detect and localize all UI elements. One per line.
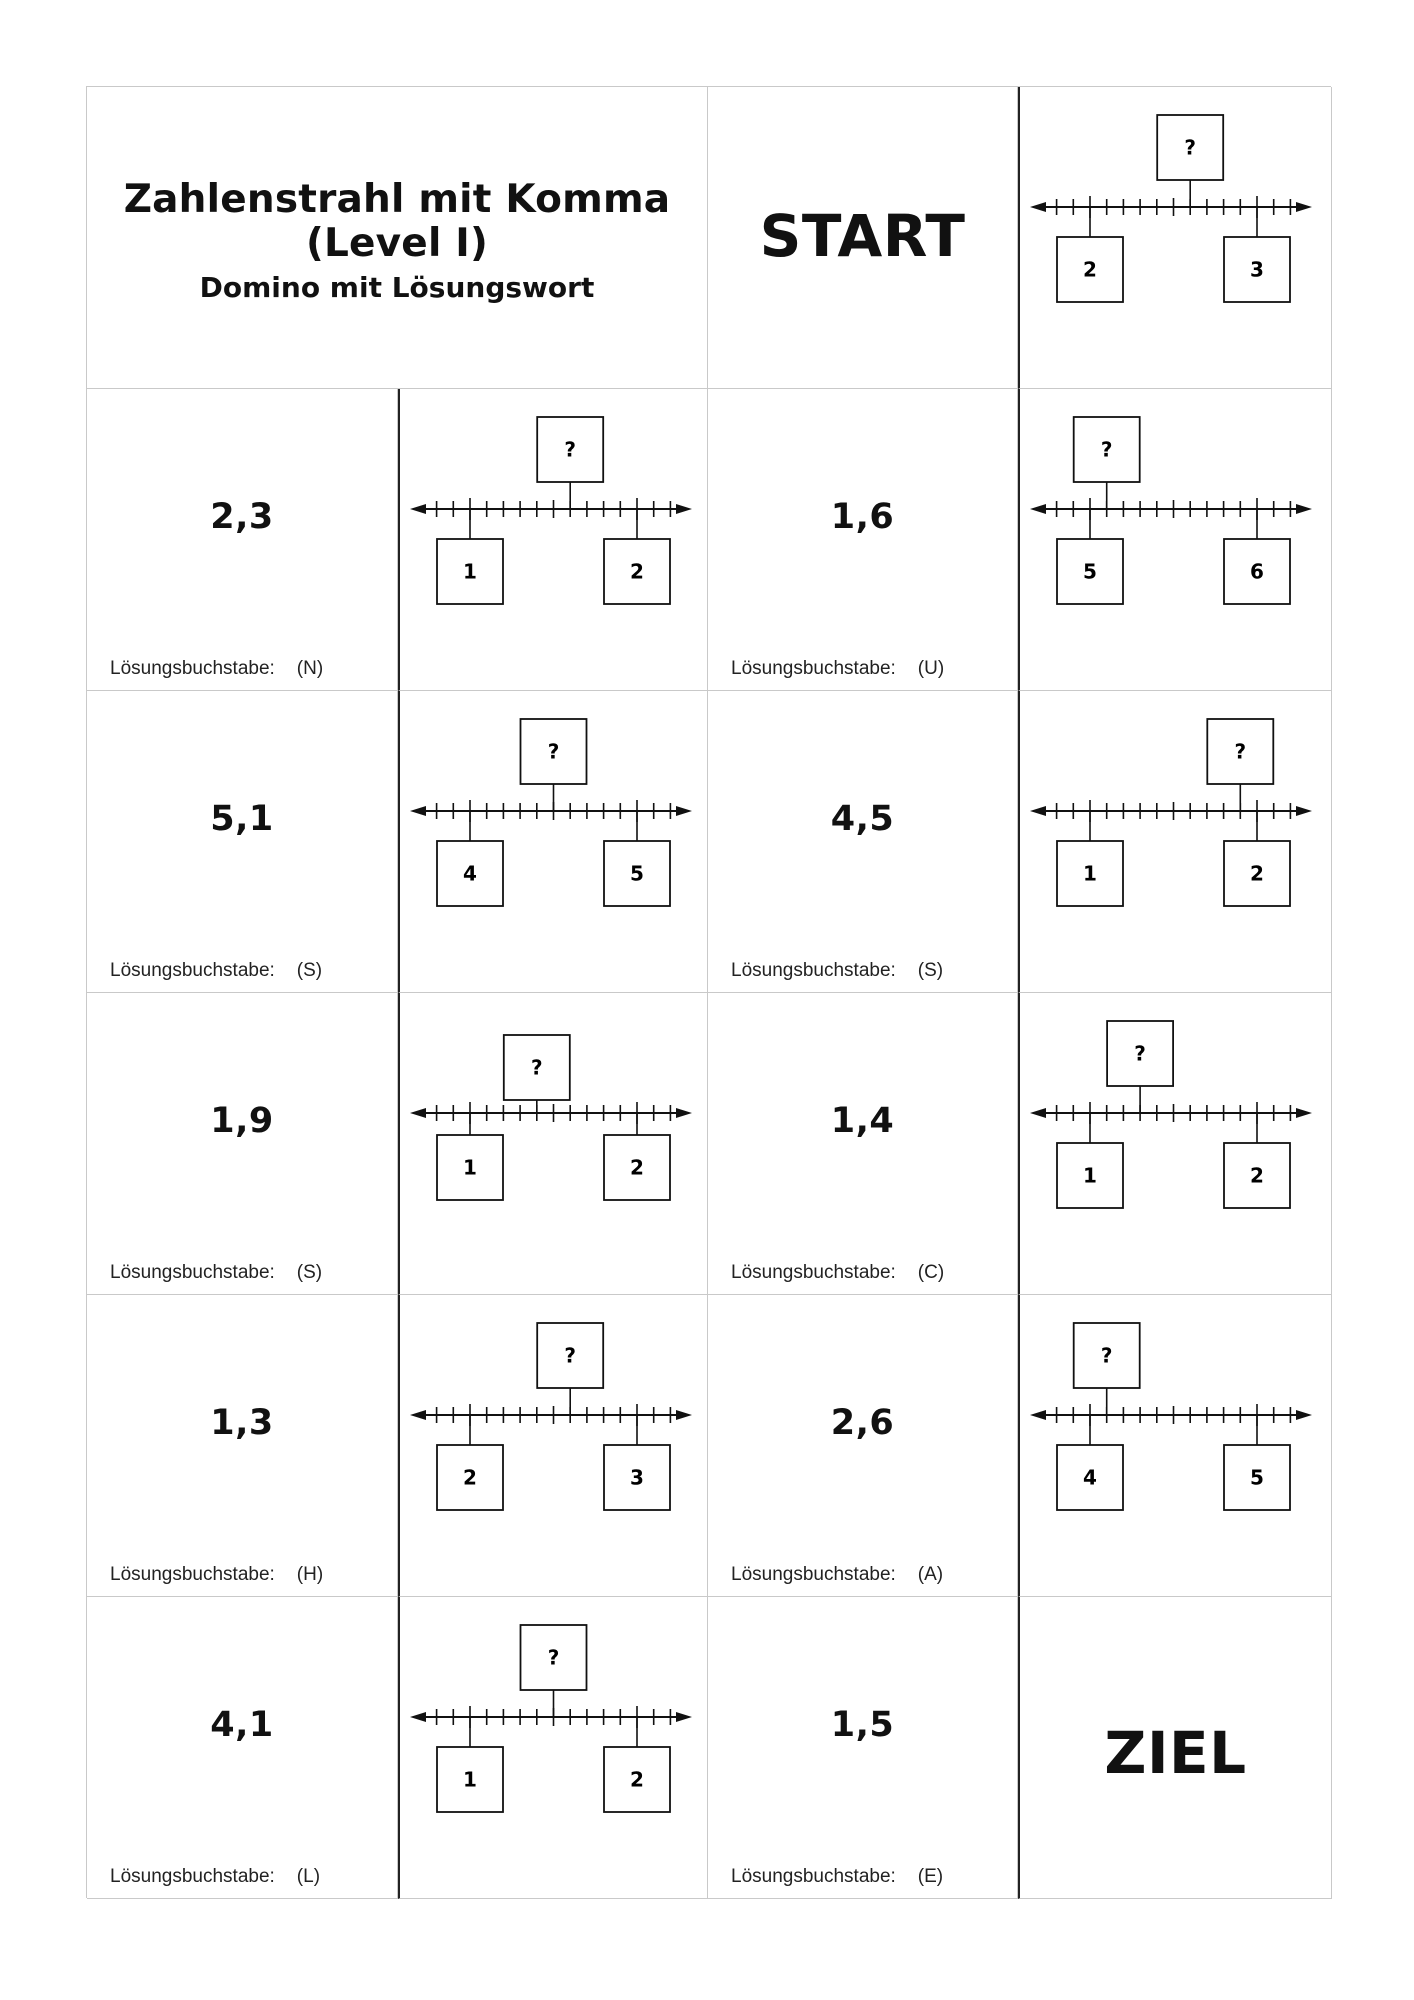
left-arrow-head (410, 1108, 426, 1118)
answer-value: 1,5 (830, 1705, 895, 1745)
answer-value: 1,4 (830, 1101, 895, 1141)
box-value: 1 (463, 1155, 477, 1180)
task-card (1018, 87, 1332, 389)
box-value: 3 (1250, 257, 1264, 282)
solution-letter: (U) (917, 658, 945, 679)
question-mark: ? (530, 1055, 543, 1080)
start-card (708, 87, 1018, 389)
number-line-task (400, 993, 710, 1295)
task-card (1018, 993, 1332, 1295)
box-value: 3 (630, 1465, 644, 1490)
box-value: 6 (1250, 559, 1264, 584)
box-value: 5 (1250, 1465, 1264, 1490)
right-arrow-head (676, 1108, 692, 1118)
answer-value: 1,6 (830, 497, 895, 537)
answer-card (708, 993, 1018, 1295)
answer-value: 2,3 (210, 497, 274, 537)
task-card (398, 1295, 708, 1597)
right-arrow-head (1296, 504, 1312, 514)
right-arrow-head (1296, 1410, 1312, 1420)
answer-card (87, 1597, 398, 1899)
solution-letter-hint (731, 658, 944, 680)
box-value: 2 (630, 1155, 644, 1180)
box-value: 2 (630, 559, 644, 584)
answer-value: 2,6 (830, 1403, 895, 1443)
left-arrow-head (410, 1410, 426, 1420)
solution-letter-hint (110, 658, 323, 680)
box-value: 4 (1083, 1465, 1097, 1490)
number-line-task (400, 1597, 710, 1899)
left-arrow-head (410, 806, 426, 816)
solution-letter: (C) (917, 1262, 945, 1283)
answer-card (87, 1295, 398, 1597)
solution-letter-hint (731, 1262, 944, 1284)
solution-letter: (A) (917, 1564, 944, 1585)
answer-value: 5,1 (210, 799, 274, 839)
answer-value: 1,3 (210, 1403, 274, 1443)
solution-letter-hint (110, 1262, 322, 1284)
left-arrow-head (1030, 1108, 1046, 1118)
solution-letter-label: Lösungsbuchstabe: (110, 1866, 275, 1887)
question-mark: ? (564, 437, 577, 462)
question-mark: ? (1184, 135, 1197, 160)
solution-letter-label: Lösungsbuchstabe: (110, 658, 275, 679)
answer-card (708, 691, 1018, 993)
right-arrow-head (1296, 202, 1312, 212)
task-card (398, 993, 708, 1295)
solution-letter-label: Lösungsbuchstabe: (731, 1262, 896, 1283)
title-card (87, 87, 708, 389)
box-value: 1 (1083, 861, 1097, 886)
answer-value: 4,5 (830, 799, 895, 839)
answer-card (708, 1295, 1018, 1597)
number-line-task (1020, 1295, 1330, 1597)
answer-card (708, 389, 1018, 691)
solution-letter: (E) (917, 1866, 944, 1887)
solution-letter-hint (731, 1564, 943, 1586)
left-arrow-head (1030, 504, 1046, 514)
number-line-task (1020, 87, 1330, 389)
box-value: 4 (463, 861, 477, 886)
solution-letter-label: Lösungsbuchstabe: (731, 658, 896, 679)
right-arrow-head (676, 504, 692, 514)
page-subtitle: Domino mit Lösungswort (199, 270, 595, 304)
end-label: ZIEL (1104, 1719, 1247, 1787)
right-arrow-head (1296, 1108, 1312, 1118)
left-arrow-head (410, 504, 426, 514)
solution-letter: (S) (917, 960, 944, 981)
answer-card (708, 1597, 1018, 1899)
answer-value: 4,1 (210, 1705, 274, 1745)
task-card (398, 389, 708, 691)
answer-card (87, 389, 398, 691)
task-card (1018, 389, 1332, 691)
question-mark: ? (1100, 437, 1113, 462)
left-arrow-head (410, 1712, 426, 1722)
question-mark: ? (1134, 1041, 1146, 1066)
box-value: 2 (1083, 257, 1097, 282)
box-value: 5 (1083, 559, 1097, 584)
question-mark: ? (1234, 739, 1247, 764)
answer-card (87, 691, 398, 993)
solution-letter-hint (110, 1866, 320, 1888)
solution-letter-label: Lösungsbuchstabe: (110, 1262, 275, 1283)
task-card (1018, 691, 1332, 993)
question-mark: ? (1100, 1343, 1113, 1368)
answer-value: 1,9 (210, 1101, 274, 1141)
number-line-task (1020, 691, 1330, 993)
left-arrow-head (1030, 806, 1046, 816)
box-value: 5 (630, 861, 644, 886)
task-card (398, 691, 708, 993)
question-mark: ? (547, 1645, 560, 1670)
right-arrow-head (676, 1410, 692, 1420)
solution-letter: (L) (296, 1866, 321, 1887)
page-title-level: (Level I) (305, 221, 489, 266)
number-line-task (400, 389, 710, 691)
box-value: 2 (463, 1465, 477, 1490)
end-card (1018, 1597, 1332, 1899)
box-value: 2 (1250, 861, 1264, 886)
solution-letter-hint (110, 960, 322, 982)
right-arrow-head (676, 1712, 692, 1722)
right-arrow-head (676, 806, 692, 816)
box-value: 2 (630, 1767, 644, 1792)
solution-letter-label: Lösungsbuchstabe: (731, 1564, 896, 1585)
solution-letter: (H) (296, 1564, 324, 1585)
solution-letter-hint (731, 960, 943, 982)
box-value: 1 (1083, 1163, 1097, 1188)
solution-letter-hint (110, 1564, 323, 1586)
right-arrow-head (1296, 806, 1312, 816)
task-card (1018, 1295, 1332, 1597)
page-title: Zahlenstrahl mit Komma (123, 177, 671, 223)
question-mark: ? (547, 739, 560, 764)
solution-letter: (S) (296, 960, 323, 981)
number-line-task (1020, 389, 1330, 691)
start-label: START (759, 202, 966, 270)
number-line-task (400, 1295, 710, 1597)
solution-letter: (N) (296, 658, 324, 679)
domino-sheet (86, 86, 1331, 1898)
left-arrow-head (1030, 202, 1046, 212)
solution-letter-hint (731, 1866, 943, 1888)
box-value: 1 (463, 1767, 477, 1792)
solution-letter-label: Lösungsbuchstabe: (110, 960, 275, 981)
number-line-task (1020, 993, 1330, 1295)
answer-card (87, 993, 398, 1295)
number-line-task (400, 691, 710, 993)
solution-letter-label: Lösungsbuchstabe: (731, 1866, 896, 1887)
box-value: 1 (463, 559, 477, 584)
solution-letter-label: Lösungsbuchstabe: (110, 1564, 275, 1585)
solution-letter-label: Lösungsbuchstabe: (731, 960, 896, 981)
task-card (398, 1597, 708, 1899)
solution-letter: (S) (296, 1262, 323, 1283)
question-mark: ? (564, 1343, 577, 1368)
box-value: 2 (1250, 1163, 1264, 1188)
left-arrow-head (1030, 1410, 1046, 1420)
